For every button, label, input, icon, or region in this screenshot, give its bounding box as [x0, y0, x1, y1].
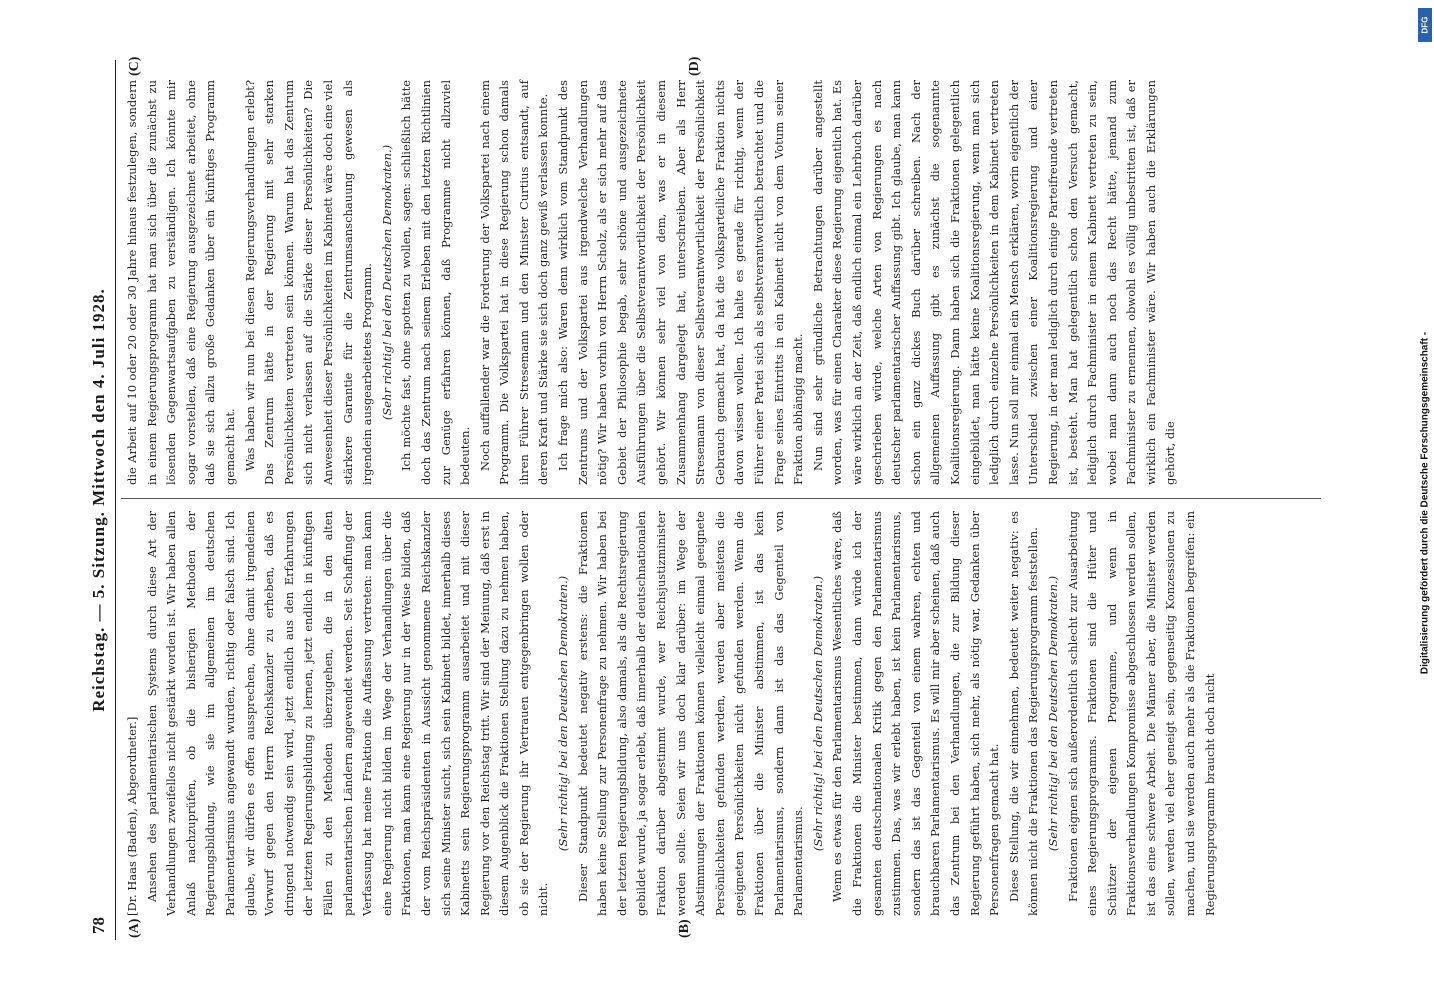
margin-mark-d: (D)	[687, 56, 702, 76]
page-number: 78	[89, 917, 108, 934]
paragraph: Fraktionen eignen sich außerordentlich schlecht zur Ausarbeitung eines Regierungsprogramms. Fraktionen sind die Hüter und Schützer der eigenen Programme, und wenn in Fraktionsverhandlungen Kompromisse abgeschlossen werden sollen, ist das eine schwere Arbeit. Die Männer aber, die Minister werden sollen, werden viel eher geneigt sein, gegenseitig Konzessionen zu machen, und sie werden auch mehr als die Fraktionen begreifen: ein Regierungsprogramm braucht doch nicht	[1065, 511, 1217, 916]
document-page	[87, 56, 1347, 940]
paragraph: Noch auffallender war die Forderung der Volkspartei nach einem Programm. Die Volkspartei hat in diese Regierung schon damals ihren Führer Stresemann und den Minister Curtius entsandt, auf deren Kraft und Stärke sie sich doch ganz gewiß verlassen konnte.	[477, 80, 551, 485]
paragraph: Ansehen des parlamentarischen Systems durch diese Art der Verhandlungen zweifellos nicht gestärkt worden ist. Wir haben allen Anlaß nachzuprüfen, ob die bisherigen Methoden der Regierungsbildung, wie sie im allgemeinen im deutschen Parlamentarismus angewandt wurden, richtig oder falsch sind. Ich glaube, wir dürfen es offen aussprechen, ohne damit irgendeinen Vorwurf gegen den Herrn Reichskanzler zu erheben, daß es dringend notwendig sein wird, jetzt endlich aus den Erfahrungen der letzten Regierungsbildung zu lernen, jetzt endlich in künftigen Fällen zu den Methoden überzugehen, die in den alten parlamentarischen Ländern angewendet werden. Seit Schaffung der Verfassung hat meine Fraktion die Auffassung vertreten: man kann eine Regierung nicht bilden im Wege der Verhandlungen über die Fraktionen, man kann eine Regierung nur in der Weise bilden, daß der vom Reichspräsidenten in Aussicht genommene Reichskanzler sich seine Minister sucht, sich sein Kabinett bildet, innerhalb dieses Kabinetts sein Regierungsprogramm ausarbeitet und mit dieser Regierung vor den Reichstag tritt. Wir sind der Meinung, daß erst in diesem Augenblick die Fraktionen Stellung dazu zu nehmen haben, ob sie der Regierung ihr Vertrauen entgegenbringen wollen oder nicht.	[144, 511, 551, 916]
paragraph: Nun sind sehr gründliche Betrachtungen darüber angestellt worden, was für einen Charakter diese Regierung eigentlich hat. Es wäre wirklich an der Zeit, daß endlich einmal ein Lehrbuch darüber geschrieben würde, welche Arten von Regierungen es nach deutscher parlamentarischer Auffassung gibt. Ich glaube, man kann schon ein ganz dickes Buch darüber schreiben. Nach der allgemeinen Auffassung gibt es zunächst die sogenannte Koalitionsregierung. Dann haben sich die Fraktionen gelegentlich eingebildet, man hätte keine Koalitionsregierung, wenn man sich lediglich durch einzelne Persönlichkeiten in dem Kabinett vertreten lasse. Nun soll mir einmal ein Mensch erklären, worin eigentlich der Unterschied zwischen einer Koalitionsregierung und einer Regierung, in der man lediglich durch einige Parteifreunde vertreten ist, besteht. Man hat gelegentlich schon den Versuch gemacht, lediglich durch Fachminister in einem Kabinett vertreten zu sein, wobei man dann auch noch das Recht hätte, jemand zum Fachminister zu ernennen, obwohl es völlig unbestritten ist, daß er wirklich ein Fachminister wäre. Wir haben auch die Erklärungen gehört, die	[810, 80, 1178, 485]
paragraph: Diese Stellung, die wir einnehmen, bedeutet weiter negativ: es können nicht die Fraktionen das Regierungsprogramm feststellen.	[1006, 511, 1041, 916]
dfg-logo-text: DFG	[1420, 16, 1430, 34]
digitization-credit	[1418, 8, 1432, 998]
paragraph: Ich möchte fast, ohne spotten zu wollen, sagen: schließlich hätte doch das Zentrum nach seinem Erleben mit den letzten Richtlinien zur Genüge erfahren können, daß Programme nicht allzuviel bedeuten.	[399, 80, 473, 485]
paragraph: Ich frage mich also: Waren denn wirklich vom Standpunkt des Zentrums und der Volkspartei aus irgendwelche Verhandlungen nötig? Wir haben vorhin von Herrn Scholz, als er sich mehr auf das Gebiet der Philosophie begab, sehr schöne und ausgezeichnete Ausführungen über die Selbstverantwortlichkeit der Persönlichkeit gehört. Wir können sehr viel von dem, was er in diesem Zusammenhang dargelegt hat, unterschreiben. Aber als Herr Stresemann von dieser Selbstverantwortlichkeit der Persönlichkeit Gebrauch gemacht hat, da hat die volksparteiliche Fraktion nichts davon wissen wollen. Ich halte es gerade für richtig, wenn der Führer einer Partei sich als selbstverantwortlich betrachtet und die Frage seines Eintritts in ein Kabinett nicht von dem Votum seiner Fraktion abhängig macht.	[556, 80, 806, 485]
right-column	[123, 80, 1181, 485]
margin-mark-c: (C)	[127, 56, 142, 76]
header-rule	[115, 60, 116, 940]
interjection: (Sehr richtig! bei den Deutschen Demokraten.)	[810, 575, 825, 852]
speaker-line: [Dr. Haas (Baden), Abgeordneter.]	[125, 716, 139, 916]
paragraph: die Arbeit auf 10 oder 20 oder 30 Jahre hinaus festzulegen, sondern in einem Regierungsprogramm hat man sich über die zunächst zu lösenden Gegenwartsaufgaben zu verständigen. Ich könnte mir sogar vorstellen, daß eine Regierung ausgezeichnet arbeitet, ohne daß sie sich allzu große Gedanken über ein künftiges Programm gemacht hat.	[125, 80, 237, 485]
credit-text: Digitalisierung gefördert durch die Deutsche Forschungsgemeinschaft -	[1419, 331, 1431, 675]
left-column	[123, 511, 1220, 916]
margin-mark-b: (B)	[677, 919, 692, 938]
page-header	[87, 60, 113, 940]
paragraph: Was haben wir nun bei diesen Regierungsverhandlungen erlebt? Das Zentrum hätte in der Regierung mit sehr starken Persönlichkeiten vertreten sein können. Warum hat das Zentrum sich nicht verlassen auf die Stärke dieser Persönlichkeiten? Die Anwesenheit dieser Persönlichkeiten im Kabinett wäre doch eine viel stärkere Garantie für die Zentrumsanschauung gewesen als irgendein ausgearbeitetes Programm.	[242, 80, 375, 485]
interjection: (Sehr richtig! bei den Deutschen Demokraten.)	[1045, 575, 1060, 852]
column-divider	[121, 498, 1321, 499]
interjection: (Sehr richtig! bei den Deutschen Demokraten.)	[556, 575, 571, 852]
margin-mark-a: (A)	[127, 918, 142, 938]
interjection: (Sehr richtig! bei den Deutschen Demokraten.)	[379, 144, 394, 421]
running-title: Reichstag. — 5. Sitzung. Mittwoch den 4. Juli 1928.	[89, 288, 108, 712]
paragraph: Dieser Standpunkt bedeutet negativ erstens: die Fraktionen haben keine Stellung zur Personenfrage zu nehmen. Wir haben bei der letzten Regierungsbildung, also damals, als die Rechtsregierung gebildet wurde, ja sogar erlebt, daß innerhalb der deutschnationalen Fraktion darüber abgestimmt wurde, wer Reichsjustizminister werden sollte. Seien wir uns doch klar darüber: im Wege der Abstimmungen der Fraktionen können vielleicht einmal geeignete Persönlichkeiten gefunden werden, werden aber meistens die geeigneten Persönlichkeiten nicht gefunden werden. Wenn die Fraktionen über die Minister abstimmen, ist das kein Parlamentarismus, sondern dann ist das das Gegenteil von Parlamentarismus.	[575, 511, 806, 916]
paragraph: Wenn es etwas für den Parlamentarismus Wesentliches wäre, daß die Fraktionen die Minister bestimmen, dann würde ich der gesamten deutschnationalen Kritik gegen den Parlamentarismus zustimmen. Das, was wir erlebt haben, ist kein Parlamentarismus, sondern das ist das Gegenteil von einem wahren, echten und brauchbaren Parlamentarismus. Es will mir aber scheinen, daß auch das Zentrum bei den Verhandlungen, die zur Bildung dieser Regierung geführt haben, sich mehr, als nötig war, Gedanken über Personenfragen gemacht hat.	[830, 511, 1002, 916]
dfg-logo	[1418, 8, 1432, 42]
